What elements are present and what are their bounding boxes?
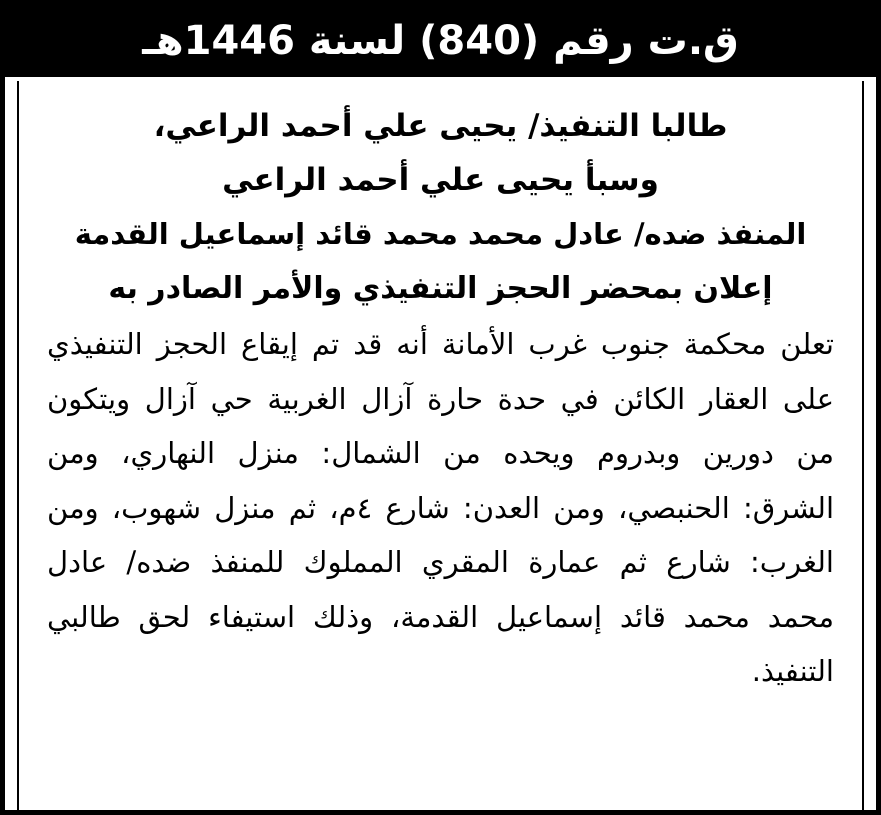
notice-content	[17, 81, 864, 810]
notice-title-bar	[5, 5, 876, 77]
notice-title: ق.ت رقم (840) لسنة 1446هـ	[142, 18, 739, 64]
execution-requesters-line-1: طالبا التنفيذ/ يحيى علي أحمد الراعي،	[153, 108, 728, 144]
execution-requesters-line-2: وسبأ يحيى علي أحمد الراعي	[222, 162, 659, 198]
notice-subject: إعلان بمحضر الحجز التنفيذي والأمر الصادر به	[108, 271, 773, 306]
notice-body: تعلن محكمة جنوب غرب الأمانة أنه قد تم إيقاع الحجز التنفيذي على العقار الكائن في حدة حارة آزال الغربية حي آزال ويتكون من دورين وبدروم ويحده من الشمال: منزل النهاري، ومن الشرق: الحنبصي، ومن العدن: شارع ٤م، ثم منزل شهوب، ومن الغرب: شارع ثم عمارة المقري المملوك للمنفذ ضده/ عادل محمد محمد قائد إسماعيل القدمة، وذلك استيفاء لحق طالبي التنفيذ.	[47, 327, 835, 688]
defendant-line: المنفذ ضده/ عادل محمد محمد قائد إسماعيل القدمة	[74, 217, 807, 251]
